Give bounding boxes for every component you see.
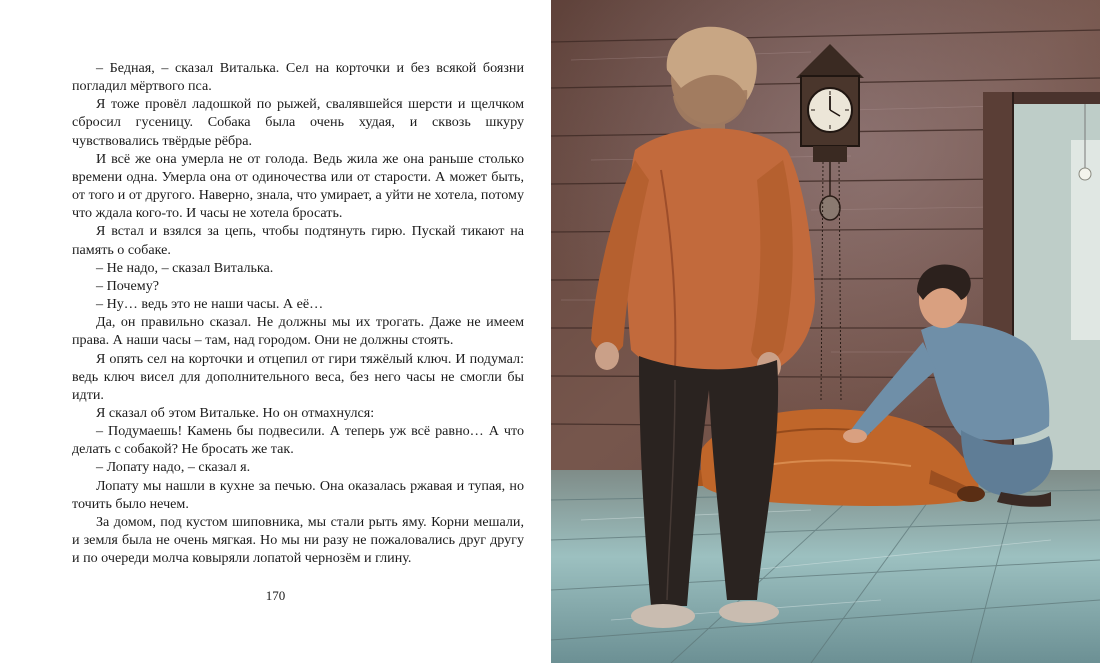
paragraph: Да, он правильно сказал. Не должны мы их трогать. Даже не имеем права. А наши часы – там, над городом. Они не должны стоять.	[72, 314, 524, 349]
paragraph: И всё же она умерла не от голода. Ведь жила же она раньше столько времени одна. Умерла она от одиночества или от старости. А может быть, от того и от другого. Наверно, знала, что умирает, а уйти не хотела, потому что ждала кого-то. И часы не хотела бросать.	[72, 150, 524, 222]
story-text	[72, 59, 524, 567]
paragraph: – Не надо, – сказал Виталька.	[96, 259, 274, 276]
paragraph: – Ну… ведь это не наши часы. А её…	[96, 296, 324, 313]
paragraph: – Лопату надо, – сказал я.	[96, 459, 251, 476]
paragraph: – Почему?	[96, 277, 159, 294]
illustration	[551, 0, 1100, 663]
paragraph: Я встал и взялся за цепь, чтобы подтянуть гирю. Пускай тикают на память о собаке.	[72, 223, 524, 258]
paragraph: – Бедная, – сказал Виталька. Сел на корточки и без всякой боязни погладил мёртвого пса.	[72, 60, 524, 95]
page-number: 170	[265, 588, 286, 603]
illustration-scene	[551, 0, 1100, 663]
paragraph: Я опять сел на корточки и отцепил от гири тяжёлый ключ. И подумал: ведь ключ висел для дополнительного веса, без него часы не смогли бы идти.	[72, 350, 524, 403]
paragraph: Я сказал об этом Витальке. Но он отмахнулся:	[96, 404, 375, 421]
paragraph: Я тоже провёл ладошкой по рыжей, свалявшейся шерсти и щелчком сбросил гусеницу. Собака была очень худая, и сквозь шкуру чувствовались твёрдые рёбра.	[72, 96, 524, 149]
paragraph: За домом, под кустом шиповника, мы стали рыть яму. Корни мешали, и земля была не очень мягкая. Но мы ни разу не пожаловались друг другу и по очереди молча ковыряли лопатой чернозём и глину.	[72, 513, 524, 567]
paragraph: – Подумаешь! Камень бы подвесили. А теперь уж всё равно… А что делать с собакой? Не бросать же так.	[72, 423, 524, 458]
paragraph: Лопату мы нашли в кухне за печью. Она оказалась ржавая и тупая, но точить было нечем.	[72, 477, 524, 512]
